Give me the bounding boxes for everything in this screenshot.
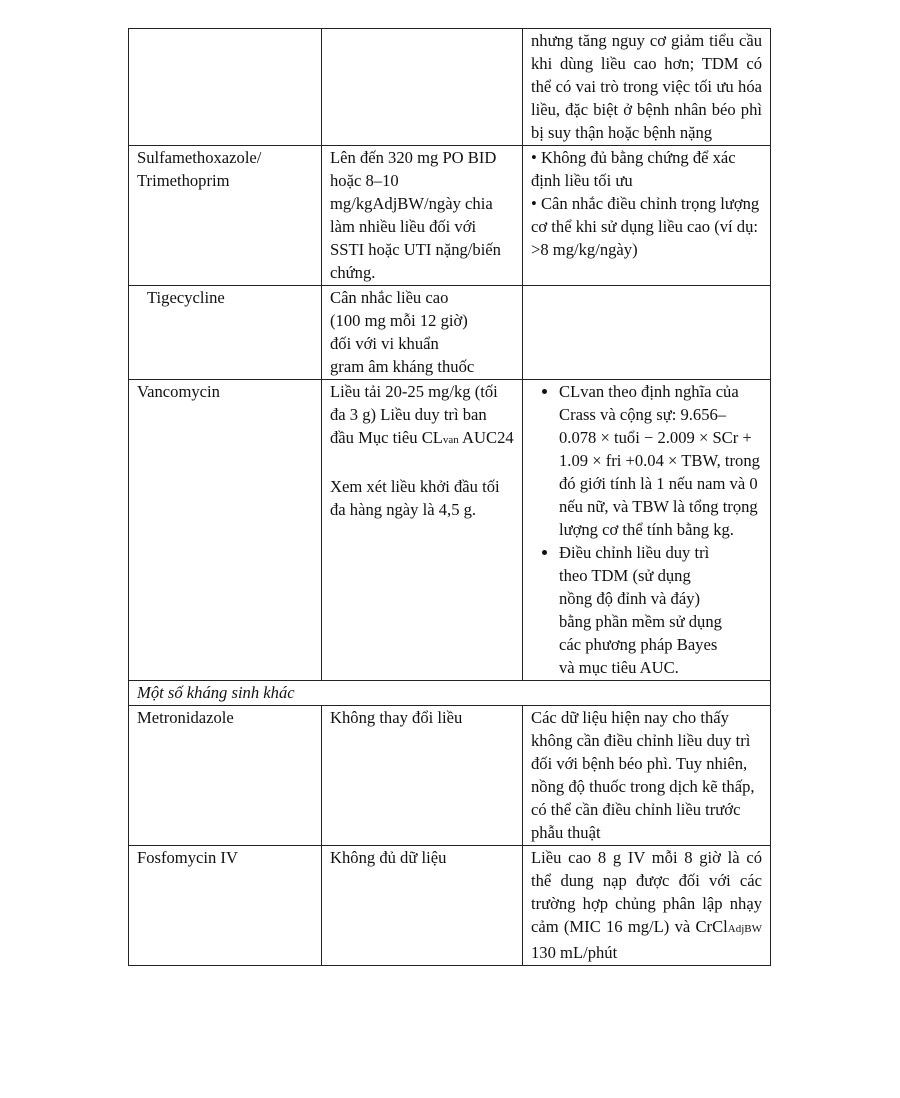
drug-cell	[129, 286, 322, 380]
section-heading: Một số kháng sinh khác	[129, 681, 771, 706]
dosing-table	[128, 28, 771, 966]
dose-cell	[322, 29, 523, 146]
bullet-line-3: nồng độ đỉnh và đáy)	[559, 589, 701, 608]
table-row-vancomycin	[129, 380, 771, 681]
paragraph-gap	[330, 452, 514, 475]
dose-line-1: Cân nhắc liều cao	[330, 288, 449, 307]
note-bullet-1: • Không đủ bằng chứng để xác định liều tối ưu	[531, 148, 736, 190]
dose-cell: Không thay đổi liều	[322, 706, 523, 846]
dose-paragraph-1	[330, 380, 514, 452]
dose-subscript: van	[442, 434, 459, 446]
note-bullet-list	[531, 380, 762, 679]
note-cell	[523, 846, 771, 966]
note-cell: nhưng tăng nguy cơ giảm tiểu cầu khi dùng liều cao hơn; TDM có thể có vai trò trong việc tối ưu hóa liều, đặc biệt ở bệnh nhân béo phì bị suy thận hoặc bệnh nặng	[523, 29, 771, 146]
note-cell	[523, 146, 771, 286]
table-row-tigecycline	[129, 286, 771, 380]
note-subscript: AdjBW	[727, 923, 762, 935]
dose-target: AUC24	[462, 428, 514, 447]
note-text: Liều cao 8 g IV mỗi 8 giờ là có thể dung nạp được đối với các trường hợp chủng phân lập nhạy cảm (MIC 16 mg/L) và CrCl	[531, 848, 762, 936]
bullet-line-6: và mục tiêu AUC.	[559, 658, 679, 677]
drug-cell	[129, 146, 322, 286]
bullet-line-5: các phương pháp Bayes	[559, 635, 718, 654]
bullet-line-4: bằng phần mềm sử dụng	[559, 612, 722, 631]
table-row-smx-tmp	[129, 146, 771, 286]
note-cell	[523, 286, 771, 380]
note-bullet-2: • Cân nhắc điều chỉnh trọng lượng cơ thể khi sử dụng liều cao (ví dụ: >8 mg/kg/ngày)	[531, 194, 760, 259]
dose-cell	[322, 286, 523, 380]
drug-name: Tigecycline	[147, 288, 225, 307]
dose-cell: Không đủ dữ liệu	[322, 846, 523, 966]
note-text-end: 130 mL/phút	[531, 943, 618, 962]
table-row-metronidazole	[129, 706, 771, 846]
drug-cell: Vancomycin	[129, 380, 322, 681]
note-cell	[523, 380, 771, 681]
dose-cell: Lên đến 320 mg PO BID hoặc 8–10 mg/kgAdjBW/ngày chia làm nhiều liều đối với SSTI hoặc UTI nặng/biến chứng.	[322, 146, 523, 286]
table-section-row	[129, 681, 771, 706]
drug-cell: Fosfomycin IV	[129, 846, 322, 966]
dose-line-2: (100 mg mỗi 12 giờ)	[330, 311, 468, 330]
dose-cell	[322, 380, 523, 681]
drug-name-line-2: Trimethoprim	[137, 171, 230, 190]
drug-cell: Metronidazole	[129, 706, 322, 846]
dose-paragraph-2: Xem xét liều khởi đầu tối đa hàng ngày là 4,5 g.	[330, 477, 500, 519]
bullet-line-2: theo TDM (sử dụng	[559, 566, 691, 585]
dose-line-4: gram âm kháng thuốc	[330, 357, 475, 376]
bullet-line-1: • Điều chỉnh liều duy trì	[559, 543, 710, 562]
drug-name-line-1: Sulfamethoxazole/	[137, 148, 262, 167]
note-cell: Các dữ liệu hiện nay cho thấy không cần điều chỉnh liều duy trì đối với bệnh béo phì. Tuy nhiên, nồng độ thuốc trong dịch kẽ thấp, có thể cần điều chỉnh liều trước phẫu thuật	[523, 706, 771, 846]
drug-cell	[129, 29, 322, 146]
table-row-fosfomycin	[129, 846, 771, 966]
note-bullet-1: • CLvan theo định nghĩa của Crass và cộng sự: 9.656–0.078 × tuổi − 2.009 × SCr + 1.09 × fri +0.04 × TBW, trong đó giới tính là 1 nếu nam và 0 nếu nữ, và TBW là tổng trọng lượng cơ thể tính bằng kg.	[559, 380, 762, 541]
note-bullet-2	[559, 541, 762, 679]
dose-text: Liều tải 20-25 mg/kg (tối đa 3 g) Liều duy trì ban đầu Mục tiêu CL	[330, 382, 498, 447]
table-row-continued	[129, 29, 771, 146]
dose-line-3: đối với vi khuẩn	[330, 334, 439, 353]
